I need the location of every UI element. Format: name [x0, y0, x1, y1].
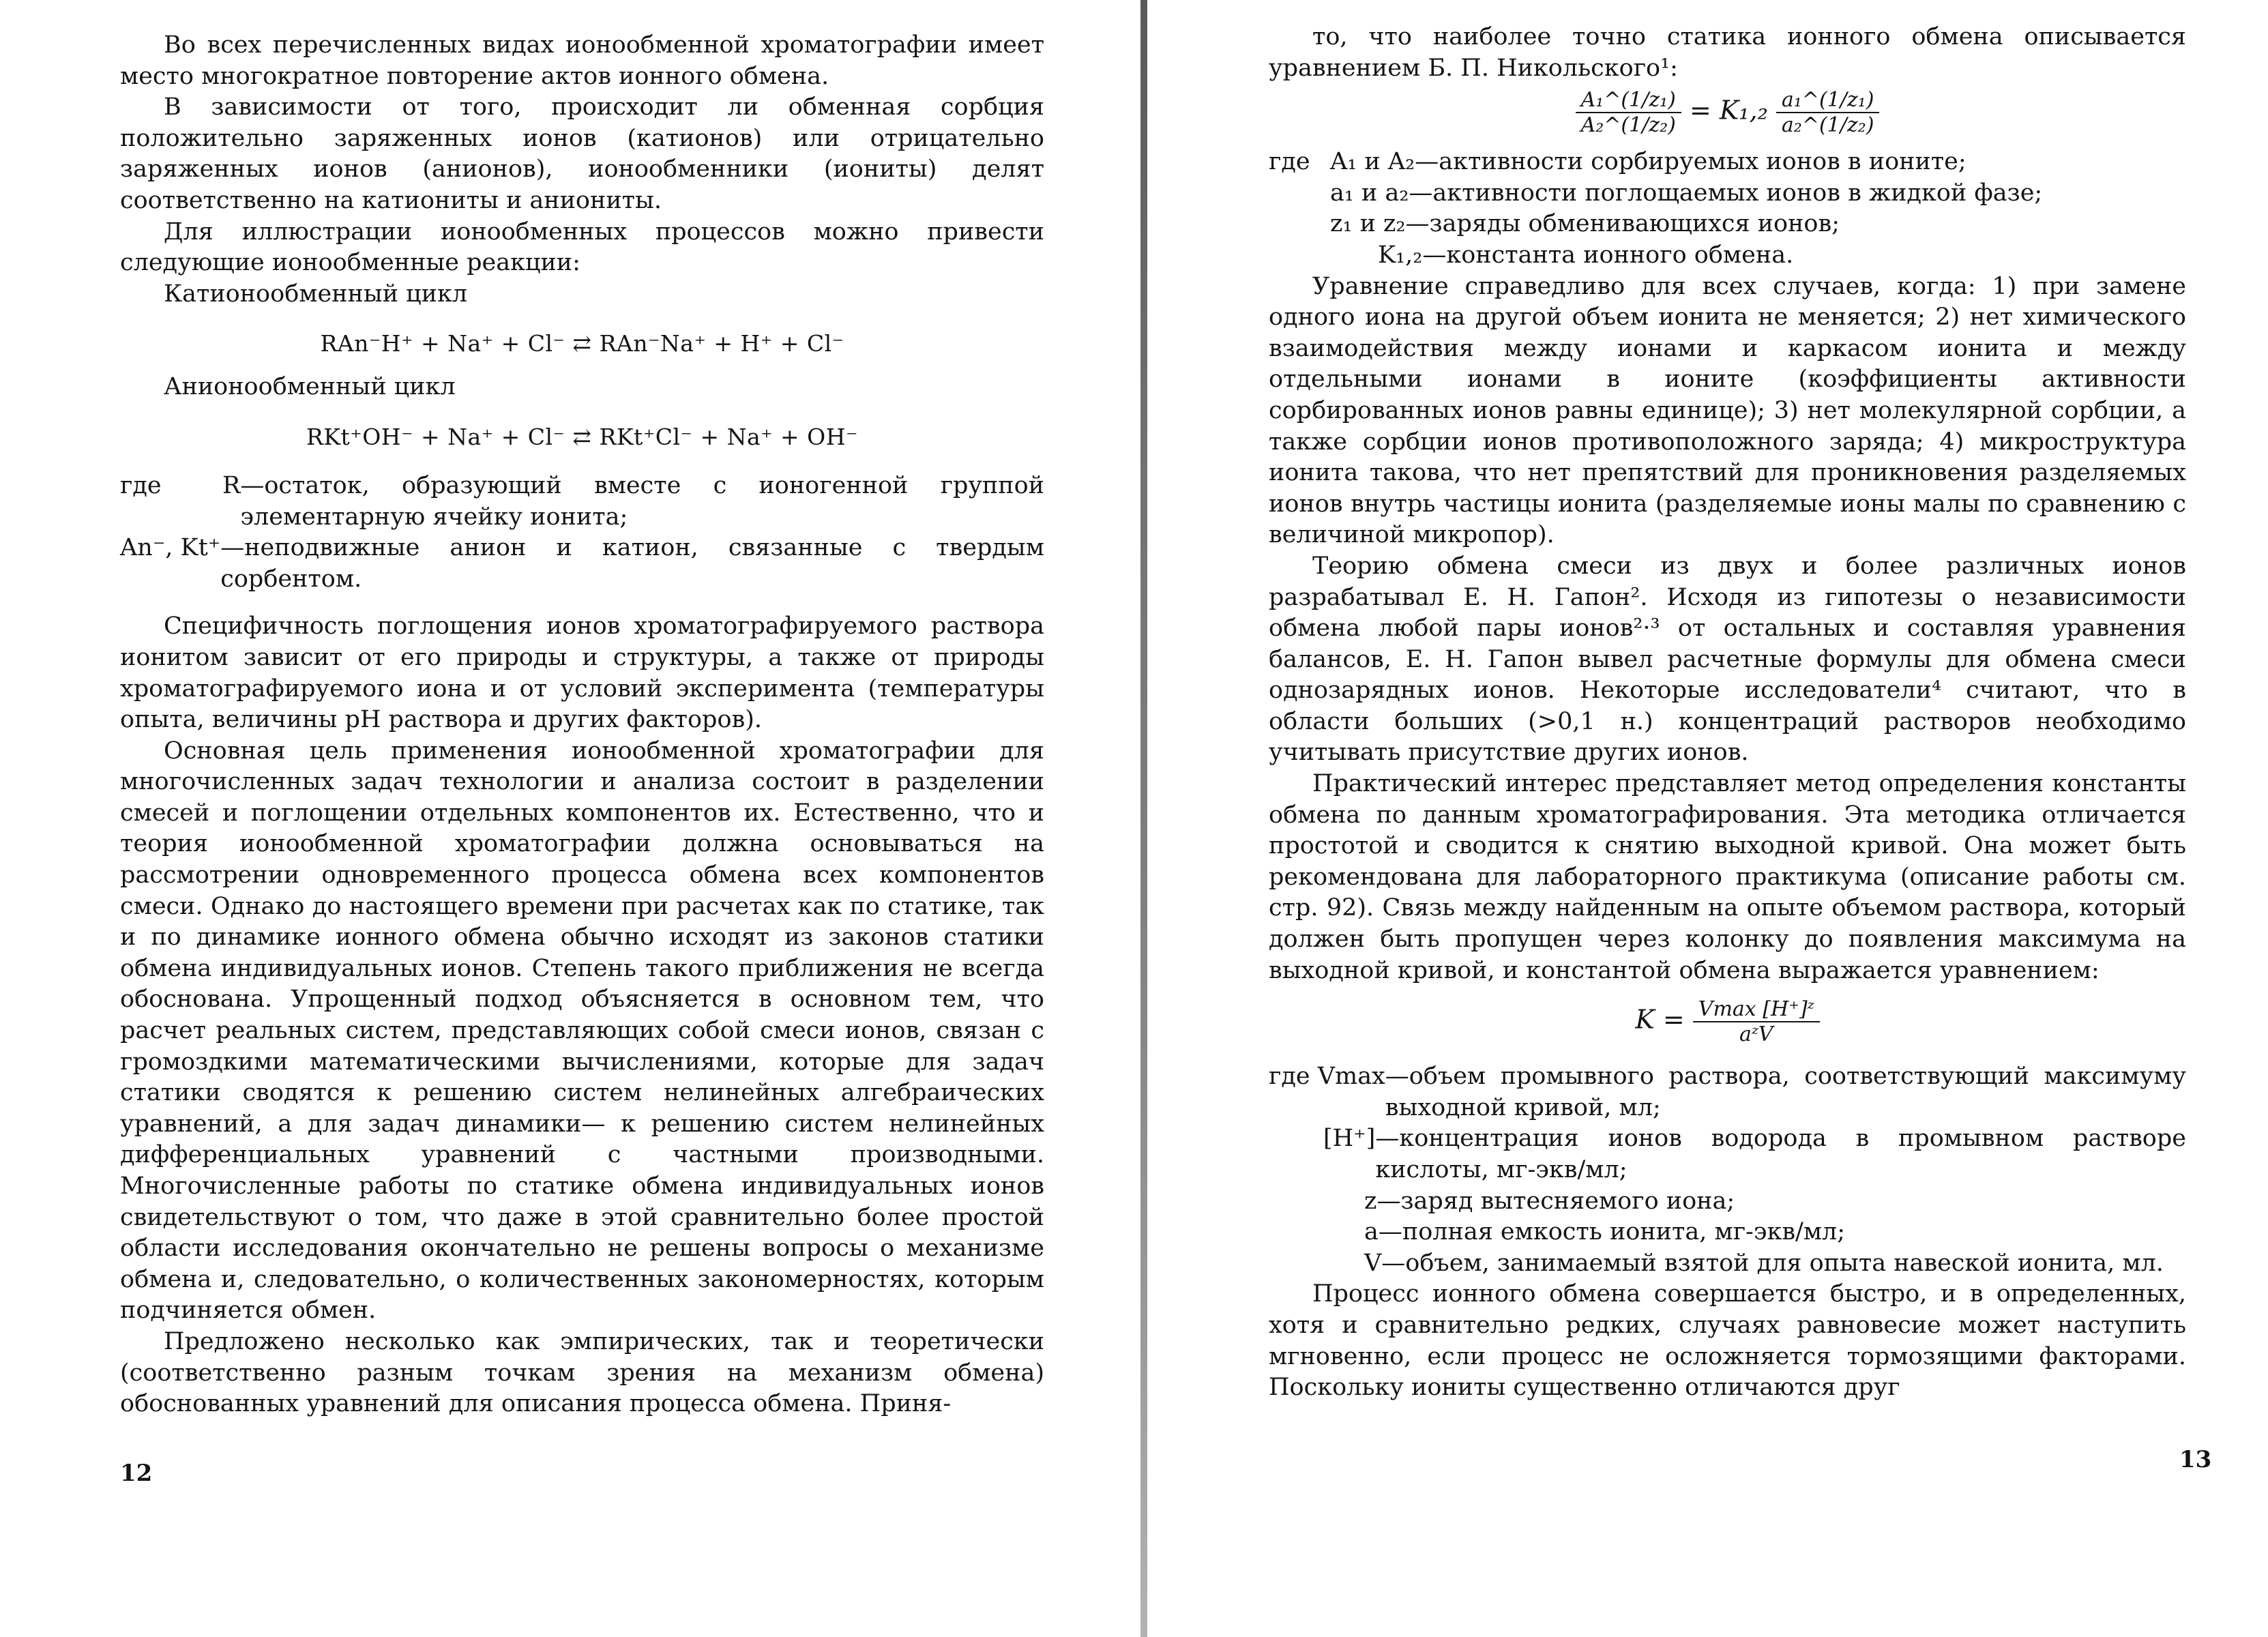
numerator: Vmax [H⁺]ᶻ — [1693, 997, 1820, 1022]
symbol: A₁ и A₂ — [1330, 148, 1415, 176]
denominator: a₂^(1/z₂) — [1781, 113, 1874, 138]
exchange-constant-equation — [1269, 997, 2186, 1046]
definition-text: —полная емкость ионита, мг-экв/мл; — [1378, 1218, 1846, 1246]
paragraph: то, что наиболее точно статика ионного обмена описывается уравнением Б. П. Никольского¹: — [1269, 23, 2186, 82]
definition — [1269, 1217, 2186, 1248]
definition — [1269, 1248, 2186, 1280]
denominator: aᶻV — [1739, 1022, 1773, 1047]
symbol: z₁ и z₂ — [1330, 210, 1406, 238]
symbol-definitions — [120, 471, 1044, 595]
symbol: a — [1364, 1218, 1379, 1246]
definition — [1269, 178, 2186, 209]
definition-text: —заряд вытесняемого иона; — [1376, 1187, 1735, 1215]
right-page — [1160, 0, 2268, 1637]
where-word: где — [1269, 148, 1310, 176]
symbol: [H⁺] — [1323, 1125, 1376, 1153]
definition — [1269, 147, 2186, 178]
paragraph: Специфичность поглощения ионов хроматографируемого раствора ионитом зависит от его природы и структуры, а также от природы хроматографируемого иона и от условий эксперимента (температуры опыта, величины pH раствора и других факторов). — [120, 613, 1044, 734]
symbol-definitions — [1269, 147, 2186, 271]
definition-an-kt — [120, 533, 1044, 595]
symbol: где Vmax — [1269, 1063, 1385, 1091]
definition-text: —объем промывного раствора, соответствующий максимуму выходной кривой, мл; — [1385, 1063, 2186, 1121]
definition-text: —неподвижные анион и катион, связанные с твердым сорбентом. — [220, 534, 1044, 593]
equals-sign: = — [1689, 95, 1711, 126]
symbol: z — [1364, 1187, 1377, 1215]
paragraph: Основная цель применения ионообменной хроматографии для многочисленных задач технологии и анализа состоит в разделении смесей и поглощении отдельных компонентов их. Естественно, что и теория ионообменной хроматографии должна основываться на рассмотрении одновременного процесса обмена всех компонентов смеси. Однако до настоящего времени при расчетах как по статике, так и по динамике ионного обмена обычно исходят из законов статики обмена индивидуальных ионов. Степень такого приближения не всегда обоснована. Упрощенный подход объясняется в основном тем, что расчет реальных систем, представляющих собой смеси ионов, связан с громоздкими математическими вычислениями, которые для задач статики сводятся к решению систем нелинейных алгебраических уравнений, а для задач динамики— к решению систем нелинейных дифференциальных уравнений с частными производными. Многочисленные работы по статике обмена индивидуальных ионов свидетельствуют о том, что даже в этой сравнительно более простой области исследования окончательно не решены вопросы о механизме обмена и, следовательно, о количественных закономерностях, которым подчиняется обмен. — [120, 737, 1044, 1325]
numerator: A₁^(1/z₁) — [1576, 88, 1681, 113]
definition-r — [120, 471, 1044, 533]
right-text-column — [1269, 22, 2186, 1404]
symbol: a₁ и a₂ — [1330, 179, 1409, 207]
nikolsky-equation — [1269, 88, 2186, 137]
definition — [1269, 1123, 2186, 1185]
definition-text: —остаток, образующий вместе с ионогенной группой элементарную ячейку ионита; — [240, 471, 1044, 531]
anion-reaction: RKt⁺OH⁻ + Na⁺ + Cl⁻ ⇄ RKt⁺Cl⁻ + Na⁺ + OH⁻ — [306, 423, 858, 450]
page-number: 13 — [2179, 1446, 2212, 1473]
definition-text: —объем, занимаемый взятой для опыта навеской ионита, мл. — [1381, 1249, 2164, 1277]
cation-reaction: RAn⁻H⁺ + Na⁺ + Cl⁻ ⇄ RAn⁻Na⁺ + H⁺ + Cl⁻ — [320, 330, 844, 357]
cation-cycle-label: Катионообменный цикл — [164, 280, 468, 308]
definition-text: —концентрация ионов водорода в промывном растворе кислоты, мг-экв/мл; — [1375, 1125, 2186, 1183]
paragraph: Теорию обмена смеси из двух и более различных ионов разрабатывал Е. Н. Гапон². Исходя из гипотезы о независимости обмена любой пары ионов²·³ от остальных и составляя уравнения балансов, Е. Н. Гапон вывел расчетные формулы для обмена смеси однозарядных ионов. Некоторые исследователи⁴ считают, что в области больших (>0,1 н.) концентраций растворов необходимо учитывать присутствие других ионов. — [1269, 552, 2186, 767]
definition-text: —активности сорбируемых ионов в ионите; — [1415, 148, 1967, 176]
paragraph: Для иллюстрации ионообменных процессов можно привести следующие ионообменные реакции: — [120, 218, 1044, 277]
constant-k: K₁,₂ — [1719, 95, 1768, 126]
fraction — [1693, 997, 1820, 1046]
numerator: a₁^(1/z₁) — [1776, 88, 1879, 113]
paragraph: Предложено несколько как эмпирических, так и теоретически (соответственно разным точкам зрения на механизм обмена) обоснованных уравнений для описания процесса обмена. Приня- — [120, 1327, 1044, 1418]
where-word: где — [120, 471, 162, 499]
paragraph: В зависимости от того, происходит ли обменная сорбция положительно заряженных ионов (катионов) или отрицательно заряженных ионов (анионов), ионообменники (иониты) делят соответственно на катиониты и аниониты. — [120, 93, 1044, 214]
symbol: V — [1364, 1249, 1382, 1277]
symbol: K₁,₂ — [1378, 241, 1423, 269]
definition-text: —активности поглощаемых ионов в жидкой фазе; — [1409, 179, 2043, 207]
definition-text: —константа ионного обмена. — [1422, 241, 1794, 269]
definition — [1269, 209, 2186, 240]
left-text-column — [120, 30, 1044, 1420]
symbol: An⁻, Kt⁺ — [120, 534, 221, 562]
definition — [1269, 1061, 2186, 1123]
paragraph: Уравнение справедливо для всех случаев, когда: 1) при замене одного иона на другой объем ионита не меняется; 2) нет химического взаимодействия между ионами и каркасом ионита и между отдельными ионами в ионите (коэффициенты активности сорбированных ионов равны единице); 3) нет молекулярной сорбции, а также сорбции ионов противоположного заряда; 4) микроструктура ионита такова, что нет препятствий для проникновения разделяемых ионов внутрь частицы ионита (разделяемые ионы малы по сравнению с величиной микропор). — [1269, 272, 2186, 549]
formula-lhs: K = — [1635, 1004, 1685, 1035]
paragraph: Во всех перечисленных видах ионообменной хроматографии имеет место многократное повторение актов ионного обмена. — [120, 31, 1044, 90]
left-page — [0, 0, 1119, 1637]
paragraph: Практический интерес представляет метод определения константы обмена по данным хроматографирования. Эта методика отличается простотой и сводится к снятию выходной кривой. Она может быть рекомендована для лабораторного практикума (описание работы см. стр. 92). Связь между найденным на опыте объемом раствора, который должен быть пропущен через колонку до появления максимума на выходной кривой, и константой обмена выражается уравнением: — [1269, 770, 2186, 984]
formula-symbol-definitions — [1269, 1061, 2186, 1279]
definition — [1269, 240, 2186, 271]
page-number: 12 — [120, 1460, 153, 1487]
denominator: A₂^(1/z₂) — [1580, 113, 1676, 138]
symbol: R — [222, 471, 241, 499]
definition-text: —заряды обменивающихся ионов; — [1405, 210, 1840, 238]
book-spine-shadow — [1140, 0, 1147, 1637]
fraction-lhs — [1576, 88, 1681, 137]
definition — [1269, 1186, 2186, 1218]
anion-cycle-label: Анионообменный цикл — [164, 373, 456, 401]
fraction-rhs — [1776, 88, 1879, 137]
paragraph: Процесс ионного обмена совершается быстро, и в определенных, хотя и сравнительно редких, случаях равновесие может наступить мгновенно, если процесс не осложняется тормозящими факторами. Поскольку иониты существенно отличаются друг — [1269, 1280, 2186, 1402]
